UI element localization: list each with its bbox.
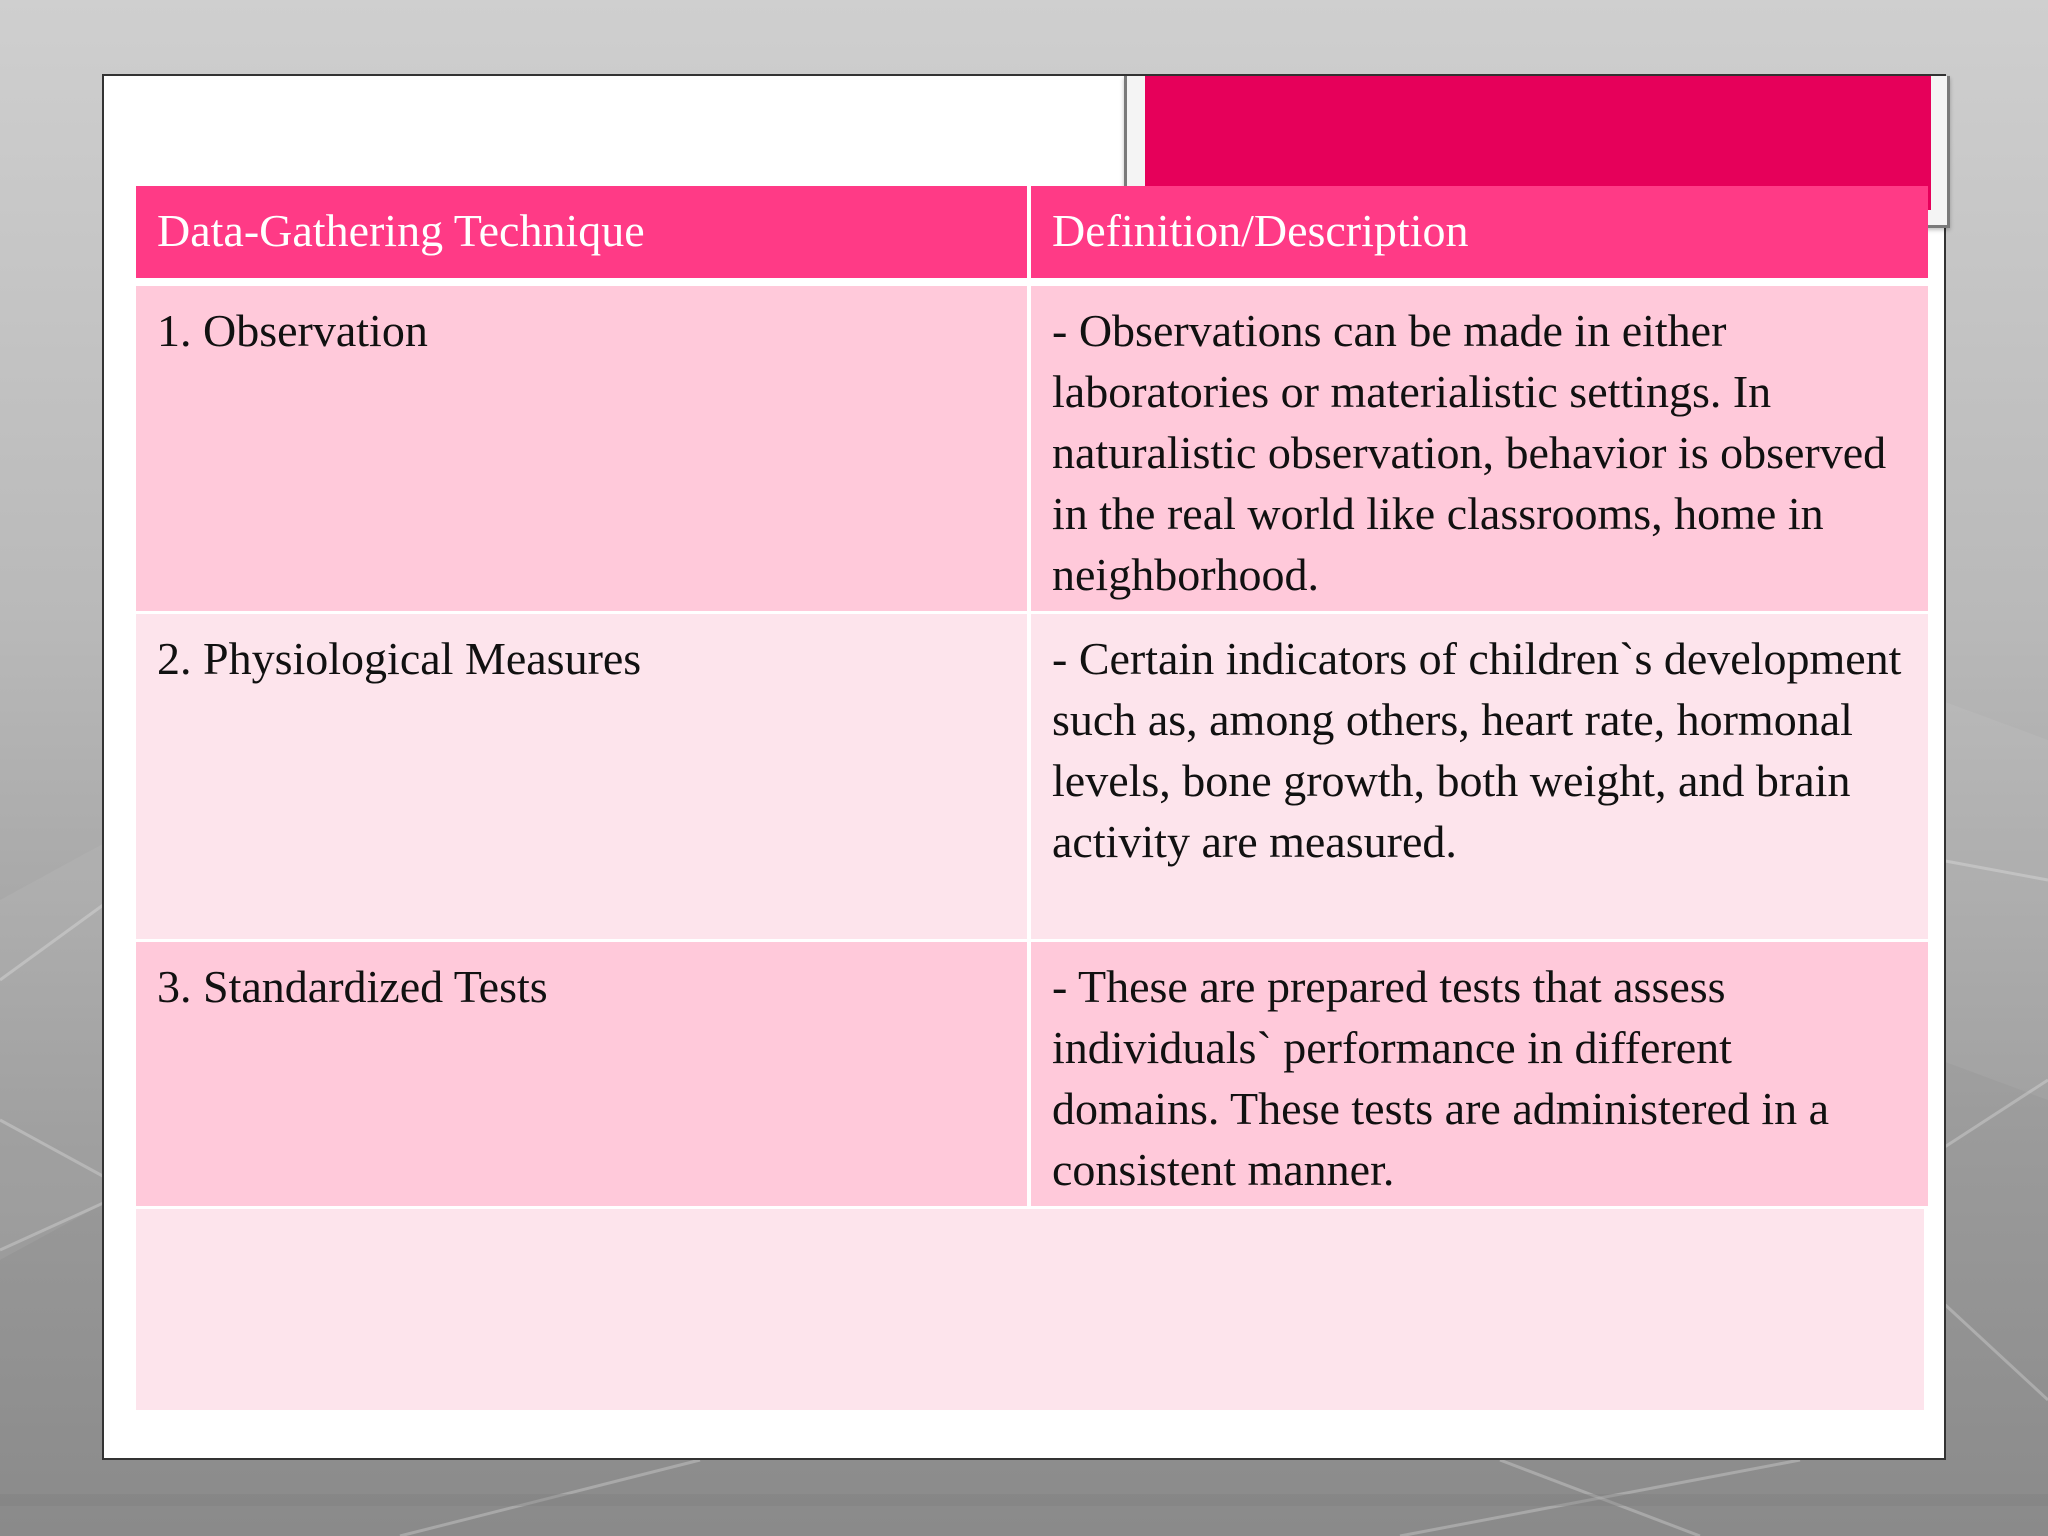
empty-cell [136,1209,1928,1413]
table-row [136,942,1928,1209]
description-cell: - Certain indicators of children`s development such as, among others, heart rate, hormonal levels, bone growth, both weight, and brain activity are measured. [1031,614,1928,942]
technique-cell: 2. Physiological Measures [136,614,1031,942]
techniques-table [136,186,1928,1413]
header-technique: Data-Gathering Technique [136,186,1031,286]
table-row-empty [136,1209,1928,1413]
table-header-row [136,186,1928,286]
header-description: Definition/Description [1031,186,1928,286]
table-row [136,286,1928,614]
technique-cell: 3. Standardized Tests [136,942,1031,1209]
description-cell: - Observations can be made in either laboratories or materialistic settings. In naturalistic observation, behavior is observed in the real world like classrooms, home in neighborhood. [1031,286,1928,614]
table-row [136,614,1928,942]
technique-cell: 1. Observation [136,286,1031,614]
description-cell: - These are prepared tests that assess individuals` performance in different domains. These tests are administered in a consistent manner. [1031,942,1928,1209]
